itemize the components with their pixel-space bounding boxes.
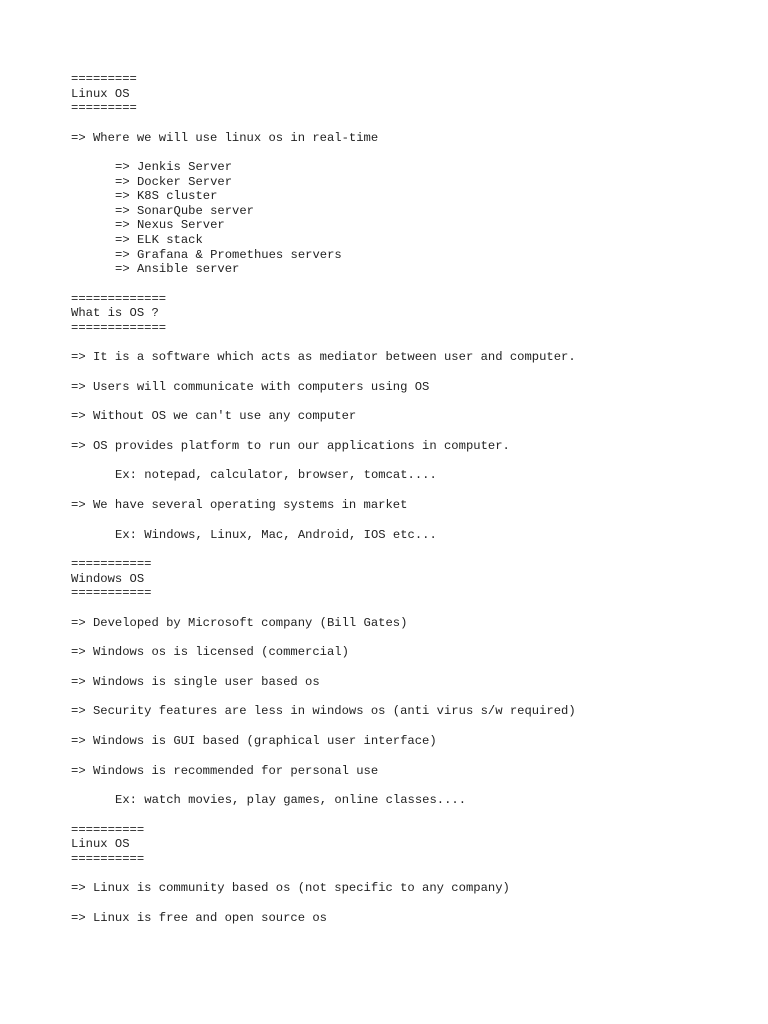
paragraph: => We have several operating systems in market [71,498,408,513]
list-item: => K8S cluster [115,189,218,204]
example-line: Ex: Windows, Linux, Mac, Android, IOS etc... [115,527,437,542]
paragraph: => Windows is recommended for personal use [71,763,379,778]
section-rule: ========== [71,851,145,866]
list-item: => ELK stack [115,232,203,247]
list-item: => Jenkis Server [115,159,233,174]
section-rule: =========== [71,557,152,572]
section-title-linux: Linux OS [71,86,130,101]
paragraph: => It is a software which acts as mediator between user and computer. [71,350,576,365]
paragraph: => Windows is single user based os [71,674,320,689]
section-rule: ============= [71,320,167,335]
paragraph: => Linux is free and open source os [71,910,327,925]
example-line: Ex: notepad, calculator, browser, tomcat.... [115,468,437,483]
paragraph: => Windows is GUI based (graphical user interface) [71,734,437,748]
section-title-linux-os: Linux OS [71,837,130,852]
section-rule: ============= [71,291,167,306]
section-title-windows: Windows OS [71,571,145,586]
list-item: => Docker Server [115,174,233,189]
linux-usage-list [71,160,748,277]
paragraph: => Linux is community based os (not specific to any company) [71,881,510,896]
example-line: Ex: watch movies, play games, online classes.... [115,793,467,808]
list-item: => SonarQube server [115,203,254,218]
paragraph: => Without OS we can't use any computer [71,409,357,424]
linux-usage-question: => Where we will use linux os in real-time [71,130,379,145]
list-item: => Ansible server [115,262,240,277]
section-rule: =========== [71,586,152,601]
paragraph: => Users will communicate with computers using OS [71,379,430,394]
section-rule: ========= [71,101,137,116]
list-item: => Nexus Server [115,218,225,233]
section-rule: ========== [71,822,145,837]
notes-page [71,72,748,925]
list-item: => Grafana & Promethues servers [115,247,342,262]
section-title-what-is-os: What is OS ? [71,306,159,321]
paragraph: => Windows os is licensed (commercial) [71,645,349,660]
paragraph: => Developed by Microsoft company (Bill Gates) [71,615,408,630]
paragraph: => OS provides platform to run our applications in computer. [71,438,510,453]
paragraph: => Security features are less in windows os (anti virus s/w required) [71,704,576,719]
section-rule: ========= [71,72,137,86]
